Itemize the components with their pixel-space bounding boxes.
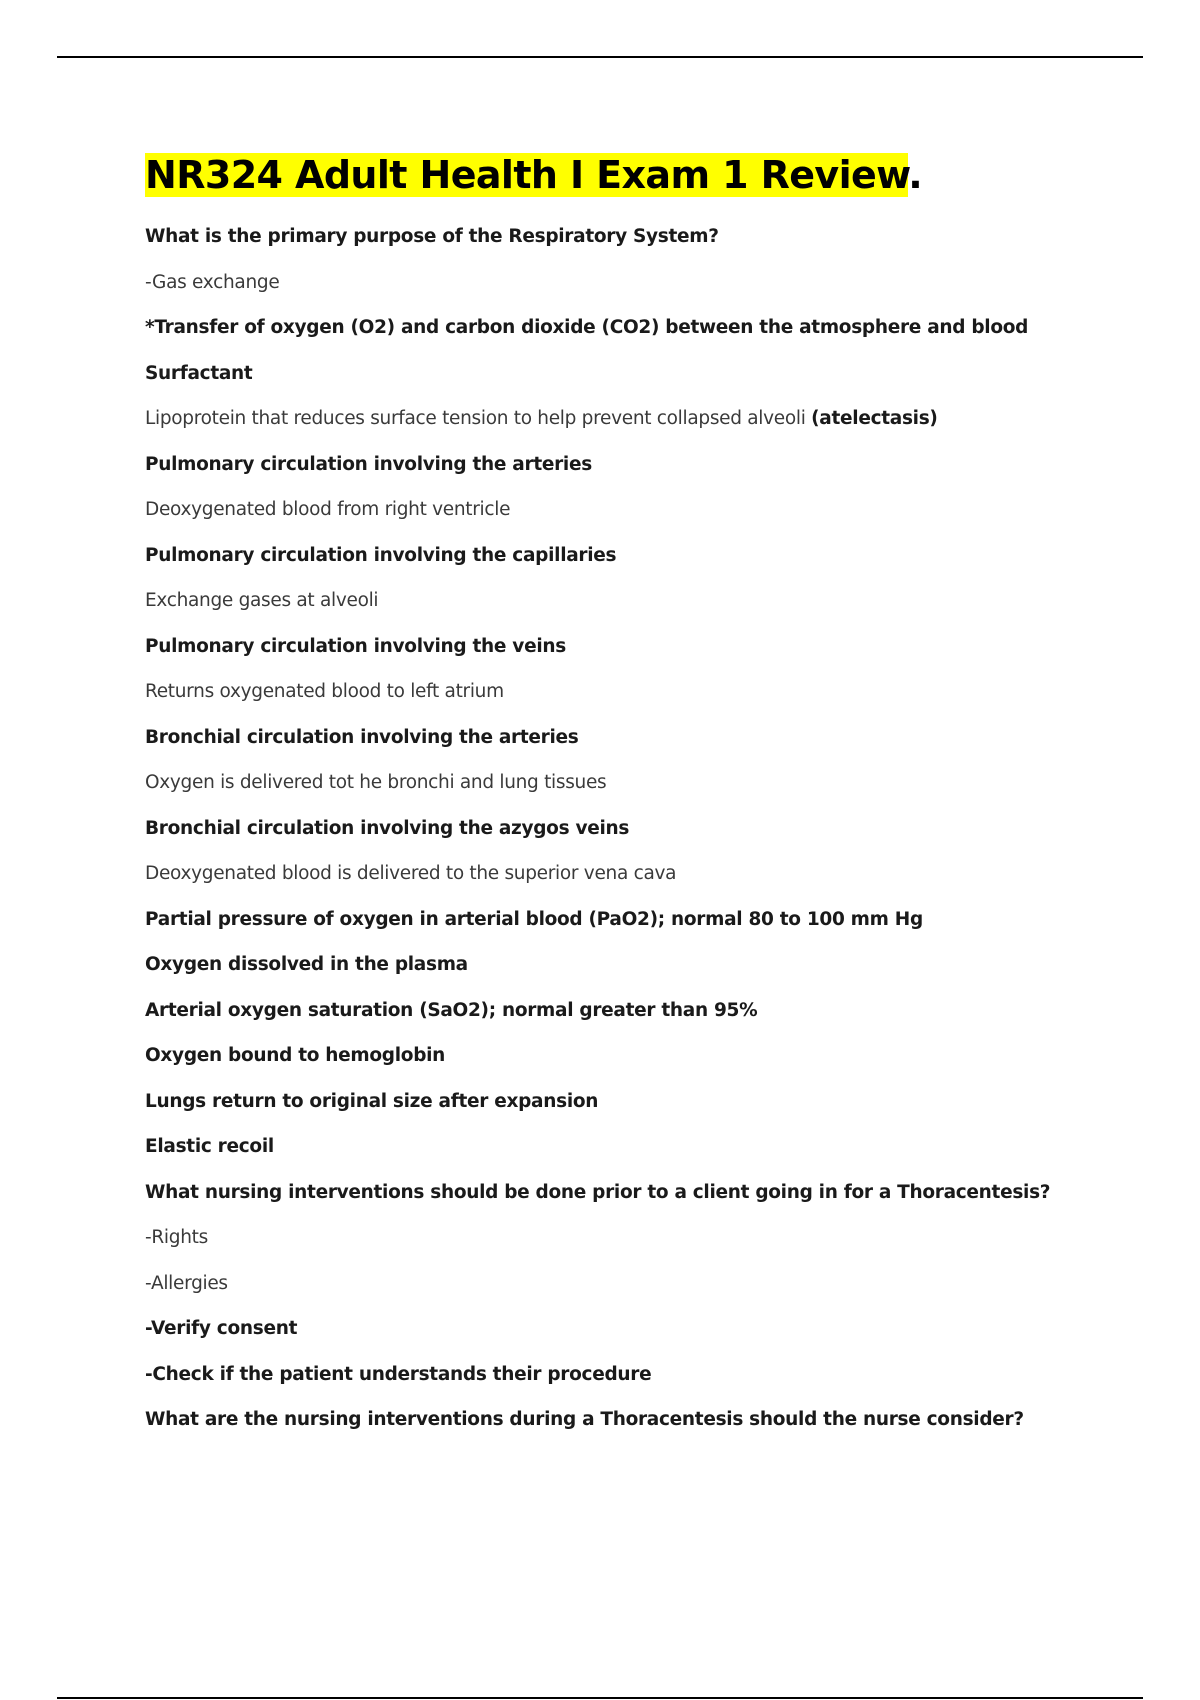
term-line: Pulmonary circulation involving the capillaries <box>145 544 617 566</box>
question-line: What nursing interventions should be done prior to a client going in for a Thoracentesis? <box>145 1181 1051 1203</box>
header-rule <box>57 56 1143 58</box>
question-line: What are the nursing interventions during a Thoracentesis should the nurse consider? <box>145 1409 1024 1430</box>
footer-rule <box>57 1697 1143 1699</box>
term-line: Partial pressure of oxygen in arterial blood (PaO2); normal 80 to 100 mm Hg <box>145 908 923 930</box>
term-line: Bronchial circulation involving the arteries <box>145 726 579 748</box>
definition-line: Returns oxygenated blood to left atrium <box>145 681 504 702</box>
answer-line: -Gas exchange <box>145 271 280 293</box>
term-line: Surfactant <box>145 362 253 384</box>
term-line: Pulmonary circulation involving the veins <box>145 635 566 657</box>
definition-text: Lipoprotein that reduces surface tension to help prevent collapsed alveoli <box>145 408 812 429</box>
answer-line: -Allergies <box>145 1272 228 1294</box>
term-line: Bronchial circulation involving the azygos veins <box>145 817 630 839</box>
term-line: Pulmonary circulation involving the arteries <box>145 453 592 475</box>
definition-line: Deoxygenated blood is delivered to the superior vena cava <box>145 863 677 884</box>
definition-line: Oxygen bound to hemoglobin <box>145 1045 446 1066</box>
term-line: Lungs return to original size after expansion <box>145 1090 599 1112</box>
title-highlight: NR324 Adult Health I Exam 1 Review <box>145 153 909 197</box>
definition-line: Oxygen dissolved in the plasma <box>145 954 468 975</box>
page-title <box>145 146 1145 204</box>
definition-emphasis: (atelectasis) <box>811 408 938 429</box>
answer-detail-line: *Transfer of oxygen (O2) and carbon dioxide (CO2) between the atmosphere and blood <box>145 317 1029 338</box>
answer-line: -Verify consent <box>145 1318 298 1339</box>
question-line: What is the primary purpose of the Respiratory System? <box>145 226 719 247</box>
term-line: Arterial oxygen saturation (SaO2); normal greater than 95% <box>145 999 758 1021</box>
title-suffix: . <box>908 153 923 197</box>
definition-line: Elastic recoil <box>145 1136 274 1157</box>
answer-line: -Rights <box>145 1227 208 1248</box>
definition-line <box>145 408 1145 430</box>
definition-line: Deoxygenated blood from right ventricle <box>145 499 511 520</box>
definition-line: Exchange gases at alveoli <box>145 590 379 611</box>
definition-line: Oxygen is delivered tot he bronchi and lung tissues <box>145 772 607 793</box>
document-body <box>145 146 1145 1455</box>
answer-line: -Check if the patient understands their procedure <box>145 1363 652 1385</box>
